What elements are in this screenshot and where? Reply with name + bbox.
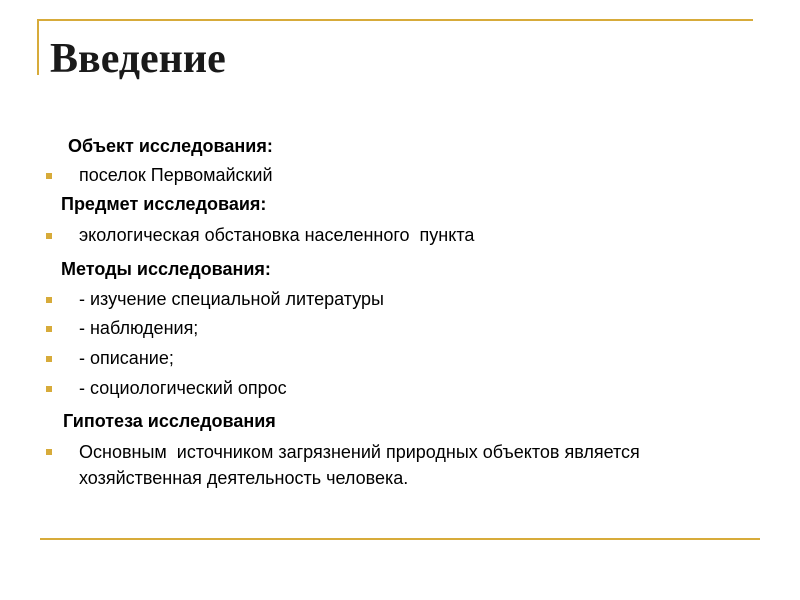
bullet-icon: [46, 297, 52, 303]
heading-methods: Методы исследования:: [61, 259, 271, 279]
list-item-text: - социологический опрос: [79, 378, 287, 398]
bullet-icon: [46, 449, 52, 455]
heading-subject: Предмет исследоваия:: [61, 194, 267, 214]
list-item: [46, 439, 746, 491]
slide-title: Введение: [50, 36, 226, 82]
list-item-text: - наблюдения;: [79, 318, 199, 338]
heading-object: Объект исследования:: [68, 136, 273, 156]
bullet-icon: [46, 356, 52, 362]
bullet-icon: [46, 233, 52, 239]
list-item-text: Основным источником загрязнений природных объектов является хозяйственная деятельность человека.: [79, 442, 645, 488]
heading-hypothesis: Гипотеза исследования: [63, 411, 276, 431]
bullet-icon: [46, 173, 52, 179]
list-item-text: - изучение специальной литературы: [79, 289, 384, 309]
bottom-divider: [40, 538, 760, 540]
list-item-text: экологическая обстановка населенного пункта: [79, 225, 475, 245]
list-item-text: - описание;: [79, 348, 174, 368]
bullet-icon: [46, 386, 52, 392]
bullet-icon: [46, 326, 52, 332]
list-item-text: поселок Первомайский: [79, 165, 273, 185]
